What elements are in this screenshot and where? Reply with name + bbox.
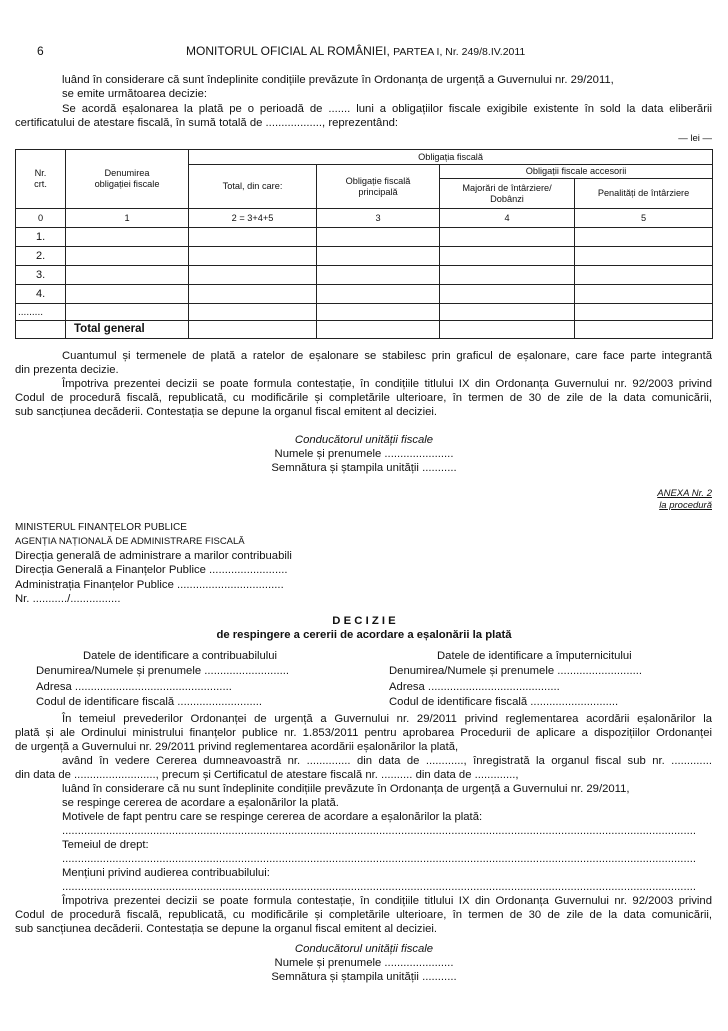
after-table-line-1: Cuantumul și termenele de plată a ratelor de eșalonare se stabilesc prin graficul de eșalonare, care face parte integrantă — [62, 350, 712, 362]
taxpayer-cif-field: Codul de identificare fiscală ........................... — [36, 696, 263, 708]
signature-role: Conducătorul unității fiscale — [294, 434, 434, 446]
dotted-line: .......................................................................................................................................................................................................... — [62, 825, 697, 837]
dotted-line: .......................................................................................................................................................................................................... — [62, 881, 697, 893]
table-row — [16, 247, 713, 266]
body-line-6: luând în considerare că nu sunt îndeplinite condițiile prevăzute în Ordonanța de urgență a Guvernului nr. 29/2011, — [62, 783, 630, 795]
after-table-line-4: Codul de procedură fiscală, republicată, cu modificările și completările ulterioare, în termen de 30 de zile de la data comunicării, — [15, 392, 712, 404]
index-cell: 2 = 3+4+5 — [189, 209, 317, 228]
body-line-14: Împotriva prezentei decizii se poate formula contestație, în condițiile titlului IX din Ordonanța Guvernului nr. 92/2003 privind — [62, 895, 712, 907]
header-obligatia: Obligația fiscală — [189, 150, 713, 165]
body-line-12: Mențiuni privind audierea contribuabilului: — [62, 867, 270, 879]
proxy-address-field: Adresa .......................................... — [389, 681, 560, 693]
header-accesorii: Obligații fiscale accesorii — [440, 165, 713, 179]
body-line-3: de urgență a Guvernului nr. 29/2011 privind reglementarea acordării eșalonărilor la plată, — [15, 741, 459, 753]
row-number: 4. — [16, 285, 66, 304]
publication-title — [186, 44, 525, 58]
row-number: 2. — [16, 247, 66, 266]
signature-stamp-2: Semnătura și ștampila unității ........... — [271, 971, 457, 983]
header-nr: Nr. crt. — [16, 150, 66, 209]
body-line-7: se respinge cererea de acordare a eșalonărilor la plată. — [62, 797, 339, 809]
body-line-15: Codul de procedură fiscală, republicată, cu modificările și completările ulterioare, în termen de 30 de zile de la data comunicării, — [15, 909, 712, 921]
index-cell: 1 — [66, 209, 189, 228]
body-line-8: Motivele de fapt pentru care se respinge cererea de acordare a eșalonărilor la plată: — [62, 811, 483, 823]
body-line-4: având în vedere Cererea dumneavoastră nr. .............. din data de ............, înregistrată la organul fiscal sub nr. ............. — [62, 755, 712, 767]
taxpayer-id-heading: Datele de identificare a contribuabilului — [83, 650, 278, 662]
after-table-line-5: sub sancțiunea decăderii. Contestația se depune la organul fiscal emitent al deciziei. — [15, 406, 438, 418]
signature-stamp: Semnătura și ștampila unității ........... — [271, 462, 457, 474]
proxy-cif-field: Codul de identificare fiscală ............................ — [389, 696, 619, 708]
page-number: 6 — [37, 44, 44, 58]
registration-number: Nr. .........../................ — [15, 593, 121, 605]
index-cell: 5 — [575, 209, 713, 228]
intro-line-4: certificatului de atestare fiscală, în sumă totală de .................., reprezentând: — [15, 117, 399, 129]
general-directorate: Direcția Generală a Finanțelor Publice ......................... — [15, 564, 288, 576]
annex-title: ANEXA Nr. 2 — [657, 488, 712, 499]
body-line-10: Temeiul de drept: — [62, 839, 149, 851]
after-table-line-3: Împotriva prezentei decizii se poate formula contestație, în condițiile titlului IX din Ordonanța Guvernului nr. 92/2003 privind — [62, 378, 712, 390]
dotted-line: .......................................................................................................................................................................................................... — [62, 853, 697, 865]
signature-name-2: Numele și prenumele ...................... — [274, 957, 454, 969]
body-line-16: sub sancțiunea decăderii. Contestația se depune la organul fiscal emitent al deciziei. — [15, 923, 438, 935]
index-cell: 3 — [317, 209, 440, 228]
table-row — [16, 285, 713, 304]
agency-name: AGENȚIA NAȚIONALĂ DE ADMINISTRARE FISCALĂ — [15, 536, 245, 547]
unit-label: — lei — — [678, 133, 712, 144]
body-line-2: plată și ale Ordinului ministrului finanțelor publice nr. 1.853/2011 pentru aprobarea Procedurii de aplicare a dispozițiilor Ordonanței — [15, 727, 712, 739]
intro-line-2: se emite următoarea decizie: — [62, 88, 208, 100]
decision-title: D E C I Z I E — [332, 615, 396, 627]
header-denumirea: Denumirea obligației fiscale — [66, 150, 189, 209]
intro-line-1: luând în considerare că sunt îndeplinite condițiile prevăzute în Ordonanța de urgență a Guvernului nr. 29/2011, — [62, 74, 614, 86]
table-row — [16, 304, 713, 321]
header-total: Total, din care: — [189, 165, 317, 209]
total-general-label: Total general — [66, 321, 189, 339]
row-number: 1. — [16, 228, 66, 247]
table-row — [16, 228, 713, 247]
table-row — [16, 266, 713, 285]
index-cell: 4 — [440, 209, 575, 228]
publication-title-main: MONITORUL OFICIAL AL ROMÂNIEI, — [186, 44, 390, 58]
header-penalitati: Penalități de întârziere — [575, 179, 713, 209]
decision-subtitle: de respingere a cererii de acordare a eșalonării la plată — [216, 629, 512, 641]
signature-name: Numele și prenumele ...................... — [274, 448, 454, 460]
row-number: 3. — [16, 266, 66, 285]
after-table-line-2: din prezenta decizie. — [15, 364, 119, 376]
directorate-name: Direcția generală de administrare a marilor contribuabili — [15, 550, 292, 562]
signature-role-2: Conducătorul unității fiscale — [294, 943, 434, 955]
obligations-table — [15, 149, 713, 339]
row-number: ......... — [16, 304, 66, 321]
intro-line-3: Se acordă eșalonarea la plată pe o perioadă de ....... luni a obligațiilor fiscale exigibile existente în sold la data eliberării — [62, 103, 712, 115]
ministry-name: MINISTERUL FINANȚELOR PUBLICE — [15, 522, 187, 533]
body-line-1: În temeiul prevederilor Ordonanței de urgență a Guvernului nr. 29/2011 privind reglementarea acordării eșalonărilor la — [62, 713, 712, 725]
total-row — [16, 321, 713, 339]
proxy-name-field: Denumirea/Numele și prenumele ........................... — [389, 665, 643, 677]
index-cell: 0 — [16, 209, 66, 228]
proxy-id-heading: Datele de identificare a împuternicitului — [437, 650, 632, 662]
header-principala: Obligație fiscală principală — [317, 165, 440, 209]
taxpayer-address-field: Adresa .................................................. — [36, 681, 232, 693]
page-header — [0, 44, 728, 60]
index-row — [16, 209, 713, 228]
body-line-5: din data de .........................., precum și Certificatul de atestare fiscală nr. .......... din data de ............., — [15, 769, 519, 781]
annex-subtitle: la procedură — [659, 500, 712, 511]
publication-title-issue: PARTEA I, Nr. 249/8.IV.2011 — [393, 46, 526, 58]
header-majorari: Majorări de întârziere/ Dobânzi — [440, 179, 575, 209]
taxpayer-name-field: Denumirea/Numele și prenumele ........................... — [36, 665, 290, 677]
administration-name: Administrația Finanțelor Publice .................................. — [15, 579, 284, 591]
